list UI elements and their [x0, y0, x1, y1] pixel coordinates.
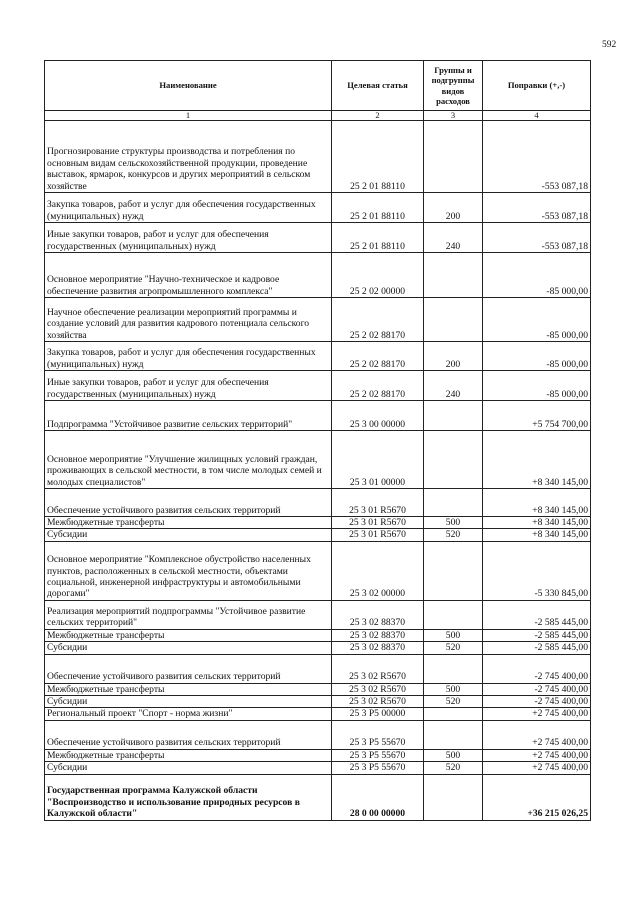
row-amount: -553 087,18: [483, 223, 591, 253]
row-group: 520: [424, 762, 483, 774]
row-code: 28 0 00 00000: [332, 774, 424, 820]
row-amount: -85 000,00: [483, 253, 591, 298]
row-code: 25 2 02 88170: [332, 298, 424, 342]
row-group: 240: [424, 223, 483, 253]
table-row: [45, 489, 591, 517]
row-amount: -2 585 445,00: [483, 642, 591, 654]
row-group: 200: [424, 342, 483, 371]
table-row: [45, 401, 591, 431]
row-name: Основное мероприятие "Комплексное обустройство населенных пунктов, расположенных в сельской местности, объектами социальной, инженерной инфраструктуры и автомобильными дорогами": [45, 541, 332, 600]
table-row: [45, 629, 591, 641]
column-number: 4: [483, 111, 591, 121]
header-group: Группы и подгруппы видов расходов: [424, 61, 483, 111]
row-amount: -2 585 445,00: [483, 629, 591, 641]
table-row: [45, 121, 591, 193]
row-amount: -553 087,18: [483, 121, 591, 193]
row-code: 25 3 02 R5670: [332, 696, 424, 708]
row-name: Закупка товаров, работ и услуг для обеспечения государственных (муниципальных) нужд: [45, 193, 332, 223]
row-code: 25 3 02 88370: [332, 600, 424, 629]
row-name: Межбюджетные трансферты: [45, 517, 332, 529]
row-name: Субсидии: [45, 696, 332, 708]
row-amount: +36 215 026,25: [483, 774, 591, 820]
row-group: [424, 401, 483, 431]
table-row: [45, 193, 591, 223]
row-amount: +8 340 145,00: [483, 489, 591, 517]
row-name: Обеспечение устойчивого развития сельских территорий: [45, 489, 332, 517]
row-group: [424, 489, 483, 517]
table-row: [45, 541, 591, 600]
table-row: [45, 342, 591, 371]
row-name: Прогнозирование структуры производства и потребления по основным видам сельскохозяйственной продукции, проведение выставок, ярмарок, конкурсов и других мероприятий в сельском хозяйстве: [45, 121, 332, 193]
table-row: [45, 708, 591, 720]
table-row: [45, 774, 591, 820]
row-amount: +2 745 400,00: [483, 708, 591, 720]
table-row: [45, 431, 591, 489]
row-code: 25 3 01 00000: [332, 431, 424, 489]
table-row: [45, 253, 591, 298]
row-name: Региональный проект "Спорт - норма жизни": [45, 708, 332, 720]
row-amount: -2 745 400,00: [483, 654, 591, 683]
row-group: 520: [424, 696, 483, 708]
page-number: 592: [602, 40, 617, 50]
header-amount: Поправки (+,-): [483, 61, 591, 111]
row-code: 25 3 02 88370: [332, 642, 424, 654]
row-group: 500: [424, 749, 483, 761]
row-name: Субсидии: [45, 642, 332, 654]
row-amount: -2 745 400,00: [483, 683, 591, 695]
row-amount: +2 745 400,00: [483, 749, 591, 761]
row-code: 25 2 02 88170: [332, 342, 424, 371]
row-name: Межбюджетные трансферты: [45, 749, 332, 761]
row-name: Иные закупки товаров, работ и услуг для обеспечения государственных (муниципальных) нужд: [45, 223, 332, 253]
row-group: [424, 253, 483, 298]
row-group: [424, 654, 483, 683]
header-code: Целевая статья: [332, 61, 424, 111]
row-group: [424, 431, 483, 489]
row-code: 25 2 01 88110: [332, 121, 424, 193]
row-amount: +2 745 400,00: [483, 762, 591, 774]
row-code: 25 3 P5 55670: [332, 749, 424, 761]
row-code: 25 3 00 00000: [332, 401, 424, 431]
column-number-row: [45, 111, 591, 121]
row-amount: -2 745 400,00: [483, 696, 591, 708]
table-body: [45, 121, 591, 821]
row-amount: -85 000,00: [483, 298, 591, 342]
row-name: Подпрограмма "Устойчивое развитие сельских территорий": [45, 401, 332, 431]
table-row: [45, 720, 591, 749]
table-row: [45, 600, 591, 629]
row-group: 500: [424, 629, 483, 641]
row-group: [424, 600, 483, 629]
header-name: Наименование: [45, 61, 332, 111]
row-name: Реализация мероприятий подпрограммы "Устойчивое развитие сельских территорий": [45, 600, 332, 629]
row-name: Межбюджетные трансферты: [45, 683, 332, 695]
row-amount: +8 340 145,00: [483, 529, 591, 541]
row-name: Научное обеспечение реализации мероприятий программы и создание условий для развития кадрового потенциала сельского хозяйства: [45, 298, 332, 342]
row-code: 25 3 02 R5670: [332, 683, 424, 695]
table-row: [45, 223, 591, 253]
row-code: 25 3 02 00000: [332, 541, 424, 600]
row-amount: +5 754 700,00: [483, 401, 591, 431]
column-number: 3: [424, 111, 483, 121]
row-name: Обеспечение устойчивого развития сельских территорий: [45, 654, 332, 683]
row-name: Иные закупки товаров, работ и услуг для обеспечения государственных (муниципальных) нужд: [45, 371, 332, 401]
row-code: 25 2 02 00000: [332, 253, 424, 298]
row-name: Закупка товаров, работ и услуг для обеспечения государственных (муниципальных) нужд: [45, 342, 332, 371]
budget-amendments-table: [44, 60, 591, 821]
row-group: [424, 298, 483, 342]
row-group: 520: [424, 642, 483, 654]
table-row: [45, 529, 591, 541]
table-row: [45, 298, 591, 342]
table-row: [45, 654, 591, 683]
row-group: 500: [424, 517, 483, 529]
row-amount: -553 087,18: [483, 193, 591, 223]
row-group: 240: [424, 371, 483, 401]
row-code: 25 3 01 R5670: [332, 489, 424, 517]
row-amount: -85 000,00: [483, 371, 591, 401]
row-name: Субсидии: [45, 529, 332, 541]
row-code: 25 2 01 88110: [332, 193, 424, 223]
row-group: [424, 121, 483, 193]
row-amount: -5 330 845,00: [483, 541, 591, 600]
row-group: [424, 708, 483, 720]
row-amount: +8 340 145,00: [483, 431, 591, 489]
row-amount: -2 585 445,00: [483, 600, 591, 629]
row-code: 25 3 02 88370: [332, 629, 424, 641]
table-row: [45, 371, 591, 401]
row-group: 500: [424, 683, 483, 695]
row-code: 25 3 02 R5670: [332, 654, 424, 683]
row-code: 25 3 01 R5670: [332, 529, 424, 541]
row-group: [424, 720, 483, 749]
row-group: [424, 774, 483, 820]
row-code: 25 3 P5 00000: [332, 708, 424, 720]
table-row: [45, 762, 591, 774]
column-number: 1: [45, 111, 332, 121]
row-name: Основное мероприятие "Улучшение жилищных условий граждан, проживающих в сельской местности, в том числе молодых семей и молодых специалистов": [45, 431, 332, 489]
table-row: [45, 696, 591, 708]
row-name: Основное мероприятие "Научно-техническое и кадровое обеспечение развития агропромышленного комплекса": [45, 253, 332, 298]
row-name: Обеспечение устойчивого развития сельских территорий: [45, 720, 332, 749]
row-code: 25 3 01 R5670: [332, 517, 424, 529]
row-group: 200: [424, 193, 483, 223]
row-amount: +2 745 400,00: [483, 720, 591, 749]
row-group: 520: [424, 529, 483, 541]
row-name: Субсидии: [45, 762, 332, 774]
table-header-row: [45, 61, 591, 111]
table-row: [45, 683, 591, 695]
row-amount: +8 340 145,00: [483, 517, 591, 529]
table-row: [45, 517, 591, 529]
table-row: [45, 749, 591, 761]
table-row: [45, 642, 591, 654]
row-code: 25 3 P5 55670: [332, 720, 424, 749]
row-name: Государственная программа Калужской области "Воспроизводство и использование природных ресурсов в Калужской области": [45, 774, 332, 820]
row-code: 25 2 02 88170: [332, 371, 424, 401]
row-amount: -85 000,00: [483, 342, 591, 371]
row-name: Межбюджетные трансферты: [45, 629, 332, 641]
row-group: [424, 541, 483, 600]
row-code: 25 3 P5 55670: [332, 762, 424, 774]
row-code: 25 2 01 88110: [332, 223, 424, 253]
column-number: 2: [332, 111, 424, 121]
